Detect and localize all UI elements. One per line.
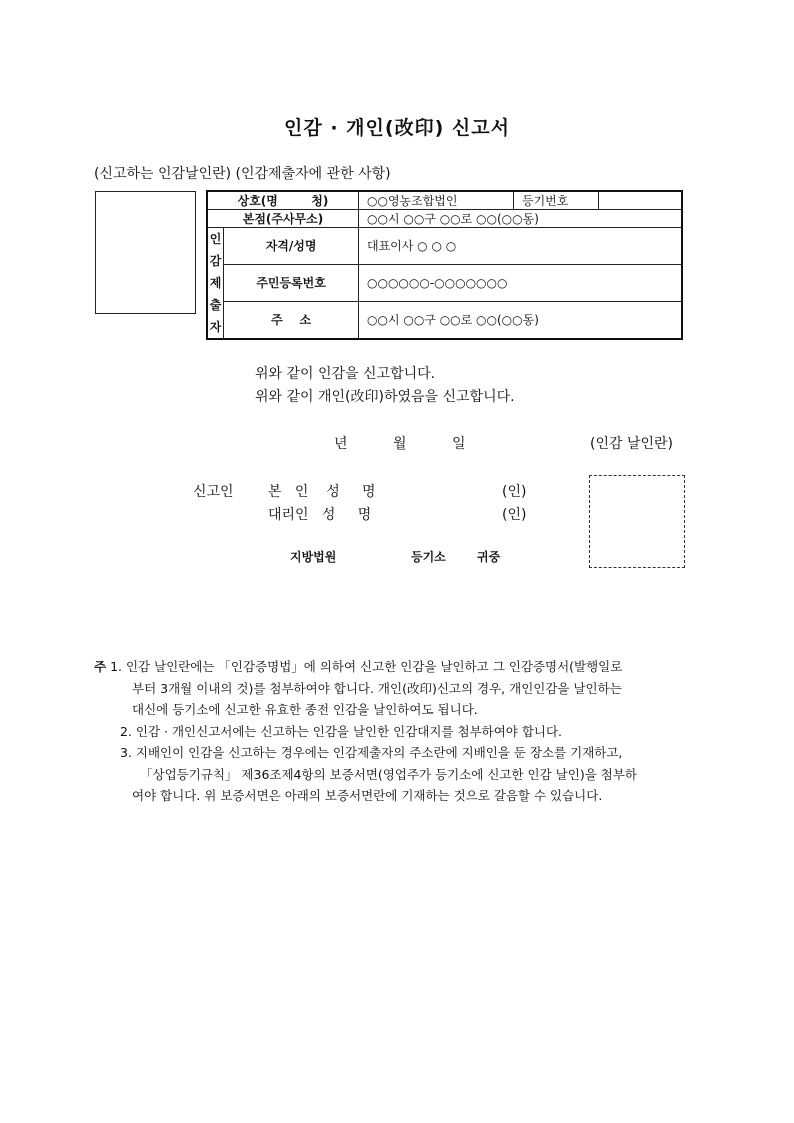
note-line: 여야 합니다. 위 보증서면은 아래의 보증서면란에 기재하는 것으로 갈음할 수 있습니다. [132,788,603,803]
side-char: 감 [209,254,222,268]
address-label: 주 소 [224,301,359,339]
note-line: 2. 인감 · 개인신고서에는 신고하는 인감을 날인한 인감대지를 첨부하여야 합니다. [120,723,563,739]
side-char: 출 [209,298,222,312]
note-line: 「상업등기규칙」 제36조제4항의 보증서면(영업주가 등기소에 신고한 인감 날인)을 첨부하 [140,766,637,782]
company-name-label: 상호(명 청) [207,191,359,210]
seal-impression-box [95,191,196,314]
notes-prefix: 주 [94,659,107,674]
address-value: ○○시 ○○구 ○○로 ○○(○○동) [359,301,683,339]
head-office-value: ○○시 ○○구 ○○로 ○○(○○동) [359,210,683,228]
resident-number-label: 주민등록번호 [224,264,359,301]
seal-submitter-side-label [207,228,224,340]
agent-name-label: 대리인 성 명 [268,507,372,523]
title-name-label: 자격/성명 [224,228,359,265]
agent-seal-mark: (인) [502,507,527,523]
company-name-value: ○○영농조합법인 [359,191,514,210]
side-char: 인 [209,232,222,246]
note-line: 부터 3개월 이내의 것)를 첨부하여야 합니다. 개인(改印)신고의 경우, 개인인감을 날인하는 [132,680,622,696]
registration-number-label: 등기번호 [514,191,599,210]
registry-office: 등기소 [411,550,446,564]
page-title: 인감 · 개인(改印) 신고서 [284,117,510,139]
side-char: 자 [209,320,222,334]
note-text: 1. 인감 날인란에는 「인감증명법」에 의하여 신고한 인감을 날인하고 그 인감증명서(발행일로 [110,659,623,674]
principal-seal-mark: (인) [502,484,527,500]
district-court: 지방법원 [290,550,337,564]
section-subtitle: (신고하는 인감날인란) (인감제출자에 관한 사항) [94,166,391,182]
date-day: 일 [452,436,466,452]
date-month: 월 [393,436,407,452]
notes-section [94,656,706,807]
honorific: 귀중 [477,550,501,564]
principal-name-label: 본 인 성 명 [268,484,376,500]
registrant-info-table [206,190,683,340]
date-year: 년 [334,436,348,452]
statement-register: 위와 같이 인감을 신고합니다. [255,366,436,382]
head-office-label: 본점(주사무소) [207,210,359,228]
note-line: 대신에 등기소에 신고한 유효한 종전 인감을 날인하여도 됩니다. [132,702,478,717]
reporter-label: 신고인 [193,484,234,500]
title-name-value: 대표이사 ○ ○ ○ [359,228,683,265]
side-char: 제 [209,276,222,290]
seal-area-label: (인감 날인란) [590,436,673,452]
note-line [94,656,706,678]
statement-change: 위와 같이 개인(改印)하였음을 신고합니다. [255,389,515,405]
resident-number-value: ○○○○○○-○○○○○○○ [359,264,683,301]
registration-number-value [599,191,683,210]
note-line: 3. 지배인이 인감을 신고하는 경우에는 인감제출자의 주소란에 지배인을 둔 장소를 기재하고, [120,745,623,760]
seal-stamp-area [589,475,685,568]
